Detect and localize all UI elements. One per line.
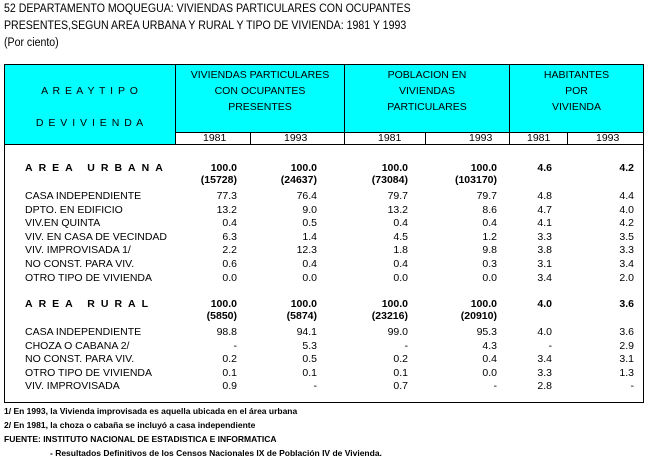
rural-row-label: NO CONST. PARA VIV.: [25, 353, 135, 366]
header-bottom-line: [5, 144, 643, 145]
rural-row-value: 2.9: [619, 339, 634, 352]
rural-row-value: 5.3: [302, 339, 317, 352]
urban-total-value: 100.0: [381, 162, 408, 174]
urban-row-value: 3.4: [619, 258, 634, 270]
group3-header-line: VIVIENDA: [551, 101, 601, 113]
urban-row-value: 0.4: [482, 217, 497, 230]
rural-row-label: CASA INDEPENDIENTE: [25, 326, 142, 338]
rural-row-value: 95.3: [476, 326, 497, 338]
urban-row-value: 3.3: [619, 244, 634, 257]
year-row-top-line: [175, 132, 643, 133]
urban-row-value: 3.8: [537, 244, 552, 257]
urban-total-value: 4.6: [537, 162, 552, 174]
source-note: FUENTE: INSTITUTO NACIONAL DE ESTADISTICA E INFORMATICA: [4, 434, 277, 444]
rural-total-value: 100.0: [290, 298, 317, 310]
urban-count-value: (15728): [200, 174, 237, 186]
rural-row-value: -: [548, 339, 552, 352]
area-header-fill: [5, 65, 175, 144]
area-header-line-1: A R E A Y T I P O: [41, 85, 139, 97]
rural-section-label: AREA RURAL: [25, 298, 155, 310]
rural-row-value: -: [313, 380, 317, 393]
rural-row-value: 0.7: [393, 380, 408, 393]
urban-row-value: 79.7: [476, 190, 497, 202]
urban-row-value: 9.8: [482, 244, 497, 257]
urban-row-value: 0.0: [302, 271, 317, 284]
rural-total-value: 100.0: [470, 298, 497, 310]
rural-row-value: 3.6: [619, 326, 634, 338]
urban-row-value: 0.0: [482, 271, 497, 284]
urban-row-value: 0.3: [482, 258, 497, 270]
urban-row-value: 4.5: [393, 230, 408, 243]
urban-row-value: 4.7: [537, 203, 552, 216]
rural-row-label: CHOZA O CABANA 2/: [25, 339, 130, 352]
urban-row-value: 3.5: [619, 230, 634, 243]
urban-count-value: (24637): [280, 174, 317, 186]
rural-total-value: 100.0: [381, 298, 408, 310]
year-1981: 1981: [527, 132, 551, 144]
rural-count-value: (5874): [286, 310, 317, 322]
urban-row-value: 1.4: [302, 230, 317, 243]
urban-row-value: 0.4: [393, 217, 408, 230]
urban-row-label: VIV. EN CASA DE VECINDAD: [25, 230, 167, 243]
data-table: [4, 64, 644, 403]
urban-row-label: VIV. IMPROVISADA 1/: [25, 244, 131, 257]
urban-row-value: 0.4: [222, 217, 237, 230]
rural-count-value: (5850): [206, 310, 237, 322]
rural-row-value: 3.1: [619, 353, 634, 366]
group1-header-line: VIVIENDAS PARTICULARES: [190, 69, 330, 81]
urban-row-value: 3.4: [537, 271, 552, 284]
urban-row-label: OTRO TIPO DE VIVIENDA: [25, 271, 152, 284]
rural-row-value: 0.0: [482, 366, 497, 379]
rural-row-value: -: [404, 339, 408, 352]
urban-row-value: 0.4: [302, 258, 317, 270]
group1-header-line: PRESENTES: [228, 101, 292, 113]
footnote-1: 1/ En 1993, la Vivienda improvisada es aquella ubicada en el área urbana: [4, 406, 298, 416]
rural-row-value: 0.9: [222, 380, 237, 393]
rural-row-value: 0.1: [393, 366, 408, 379]
urban-row-value: 3.1: [537, 258, 552, 270]
urban-row-label: DPTO. EN EDIFICIO: [25, 203, 123, 216]
rural-row-value: 99.0: [387, 326, 408, 338]
urban-count-value: (73084): [371, 174, 408, 186]
urban-row-value: 0.6: [222, 258, 237, 270]
rural-row-value: 4.0: [537, 326, 552, 338]
urban-row-label: CASA INDEPENDIENTE: [25, 190, 142, 202]
rural-row-value: 3.3: [537, 366, 552, 379]
group3-header-line: POR: [565, 85, 588, 97]
rural-row-value: 0.1: [302, 366, 317, 379]
urban-row-value: 4.4: [619, 190, 634, 202]
urban-row-value: 13.2: [387, 203, 408, 216]
urban-count-value: (103170): [454, 174, 497, 186]
urban-row-value: 77.3: [216, 190, 237, 202]
urban-row-value: 76.4: [296, 190, 317, 202]
rural-row-value: 0.2: [393, 353, 408, 366]
urban-total-value: 100.0: [210, 162, 237, 174]
rural-total-value: 4.0: [537, 298, 552, 310]
urban-row-value: 2.0: [619, 271, 634, 284]
urban-row-value: 2.2: [222, 244, 237, 257]
year-1993: 1993: [284, 132, 308, 144]
rural-row-label: OTRO TIPO DE VIVIENDA: [25, 366, 152, 379]
urban-row-value: 4.0: [619, 203, 634, 216]
rural-count-value: (23216): [371, 310, 408, 322]
rural-row-value: 0.5: [302, 353, 317, 366]
rural-row-value: 98.8: [216, 326, 237, 338]
rural-row-value: 0.1: [222, 366, 237, 379]
urban-row-label: VIV.EN QUINTA: [25, 217, 101, 230]
urban-row-value: 4.1: [537, 217, 552, 230]
rural-row-value: 94.1: [296, 326, 317, 338]
group2-header-line: VIVIENDAS: [398, 85, 456, 97]
rural-count-value: (20910): [460, 310, 497, 322]
urban-row-value: 1.2: [482, 230, 497, 243]
urban-row-value: 9.0: [302, 203, 317, 216]
rural-row-value: -: [630, 380, 634, 393]
group2-header-line: POBLACION EN: [387, 69, 467, 81]
urban-row-value: 1.8: [393, 244, 408, 257]
urban-row-value: 4.2: [619, 217, 634, 230]
urban-row-value: 12.3: [296, 244, 317, 257]
urban-row-value: 0.4: [393, 258, 408, 270]
urban-section-label: AREA URBANA: [25, 162, 169, 174]
rural-row-label: VIV. IMPROVISADA: [25, 380, 120, 393]
urban-total-value: 100.0: [470, 162, 497, 174]
rural-row-value: 4.3: [482, 339, 497, 352]
title-line-3: (Por ciento): [4, 37, 59, 49]
year-1981: 1981: [378, 132, 402, 144]
year-1993: 1993: [469, 132, 493, 144]
year-1993: 1993: [596, 132, 620, 144]
urban-row-value: 6.3: [222, 230, 237, 243]
rural-row-value: 0.4: [482, 353, 497, 366]
rural-total-value: 3.6: [619, 298, 634, 310]
title-line-2: PRESENTES,SEGUN AREA URBANA Y RURAL Y TIPO DE VIVIENDA: 1981 Y 1993: [4, 20, 407, 32]
urban-row-value: 3.3: [537, 230, 552, 243]
source-detail: - Resultados Definitivos de los Censos Nacionales IX de Población IV de Vivienda.: [50, 448, 382, 458]
urban-row-value: 0.5: [302, 217, 317, 230]
rural-row-value: 0.2: [222, 353, 237, 366]
area-header-line-2: D E V I V I E N D A: [35, 117, 145, 129]
urban-row-value: 13.2: [216, 203, 237, 216]
urban-row-label: NO CONST. PARA VIV.: [25, 258, 135, 270]
title-line-1: 52 DEPARTAMENTO MOQUEGUA: VIVIENDAS PARTICULARES CON OCUPANTES: [4, 3, 411, 15]
rural-total-value: 100.0: [210, 298, 237, 310]
rural-row-value: -: [493, 380, 497, 393]
group3-header-line: HABITANTES: [543, 69, 610, 81]
rural-row-value: 3.4: [537, 353, 552, 366]
group2-header-line: PARTICULARES: [387, 101, 467, 113]
urban-total-value: 100.0: [290, 162, 317, 174]
urban-row-value: 0.0: [222, 271, 237, 284]
urban-row-value: 4.8: [537, 190, 552, 202]
urban-total-value: 4.2: [619, 162, 634, 174]
rural-row-value: 1.3: [619, 366, 634, 379]
group1-header-line: CON OCUPANTES: [214, 85, 306, 97]
year-1981: 1981: [203, 132, 227, 144]
urban-row-value: 8.6: [482, 203, 497, 216]
urban-row-value: 0.0: [393, 271, 408, 284]
footnote-2: 2/ En 1981, la choza o cabaña se incluyó a casa independiente: [4, 420, 256, 430]
urban-row-value: 79.7: [387, 190, 408, 202]
rural-row-value: 2.8: [537, 380, 552, 393]
rural-row-value: -: [233, 339, 237, 352]
